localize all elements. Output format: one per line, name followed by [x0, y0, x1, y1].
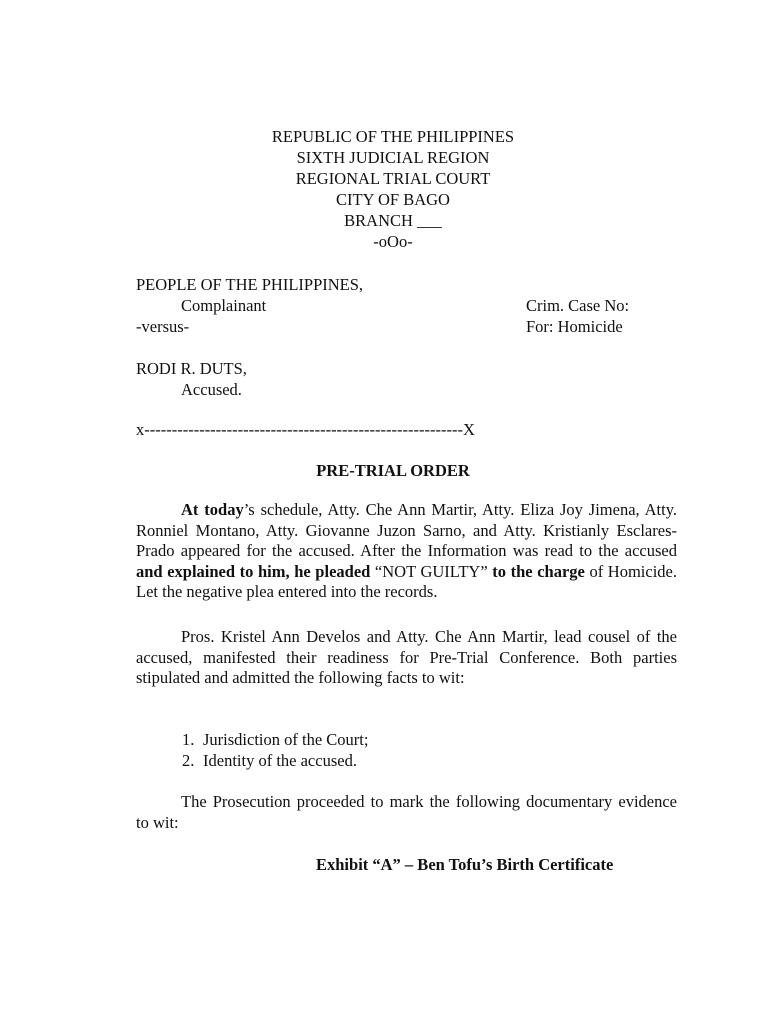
- exhibit-a: Exhibit “A” – Ben Tofu’s Birth Certificate: [316, 855, 614, 874]
- list-item-number: 2.: [182, 751, 195, 770]
- para1-bold-start: At today: [181, 500, 244, 519]
- versus-text: -versus-: [136, 317, 190, 336]
- accused-role-line: [136, 380, 696, 401]
- para1-plea: “NOT GUILTY”: [370, 561, 493, 581]
- header-branch: BRANCH ___: [344, 211, 442, 230]
- versus-line: [136, 317, 696, 338]
- plaintiff-role: Complainant: [181, 296, 267, 315]
- offense: For: Homicide: [526, 317, 623, 336]
- plaintiff-name: PEOPLE OF THE PHILIPPINES,: [136, 275, 364, 294]
- court-header: [0, 127, 768, 253]
- plaintiff-line: [136, 275, 696, 296]
- accused-line: [136, 359, 696, 380]
- document-title: PRE-TRIAL ORDER: [316, 461, 470, 480]
- case-caption: [136, 275, 696, 401]
- accused-role: Accused.: [181, 380, 242, 399]
- para1-text1: ’s schedule, Atty. Che Ann Martir, Atty. Eliza Joy Jimena, Atty. Ronniel Montano, Atty. Giovanne Juzon Sarno, and Atty. Kristianly Esclares-Prado appeared for the accused. After the Information was read to the accused: [136, 500, 677, 560]
- list-item-text: Identity of the accused.: [203, 751, 357, 770]
- para1-text2: of Homicide. Let the negative plea entered into the records.: [136, 561, 677, 601]
- header-court: REGIONAL TRIAL COURT: [295, 169, 491, 188]
- caption-spacer: [136, 338, 696, 359]
- paragraph-evidence: The Prosecution proceeded to mark the following documentary evidence to wit:: [136, 792, 677, 832]
- case-number: Crim. Case No:: [526, 296, 630, 315]
- paragraph-stipulation: Pros. Kristel Ann Develos and Atty. Che Ann Martir, lead cousel of the accused, manifested their readiness for Pre-Trial Conference. Both parties stipulated and admitted the following facts to wit:: [136, 627, 677, 687]
- header-region: SIXTH JUDICIAL REGION: [296, 148, 490, 167]
- list-item-text: Jurisdiction of the Court;: [203, 730, 369, 749]
- caption-separator: x----------------------------------------------------------X: [136, 420, 475, 439]
- list-item: [182, 730, 368, 751]
- list-item: [182, 751, 368, 772]
- paragraph-appearance: [136, 500, 677, 603]
- header-republic: REPUBLIC OF THE PHILIPPINES: [271, 127, 515, 146]
- list-item-number: 1.: [182, 730, 195, 749]
- para1-bold1: and explained to him, he pleaded: [136, 561, 371, 581]
- para1-bold2: to the charge: [492, 561, 585, 581]
- plaintiff-role-line: [136, 296, 696, 317]
- header-ornament: -oOo-: [373, 232, 413, 251]
- stipulation-list: [182, 730, 368, 772]
- accused-name: RODI R. DUTS,: [136, 359, 247, 378]
- header-city: CITY OF BAGO: [336, 190, 450, 209]
